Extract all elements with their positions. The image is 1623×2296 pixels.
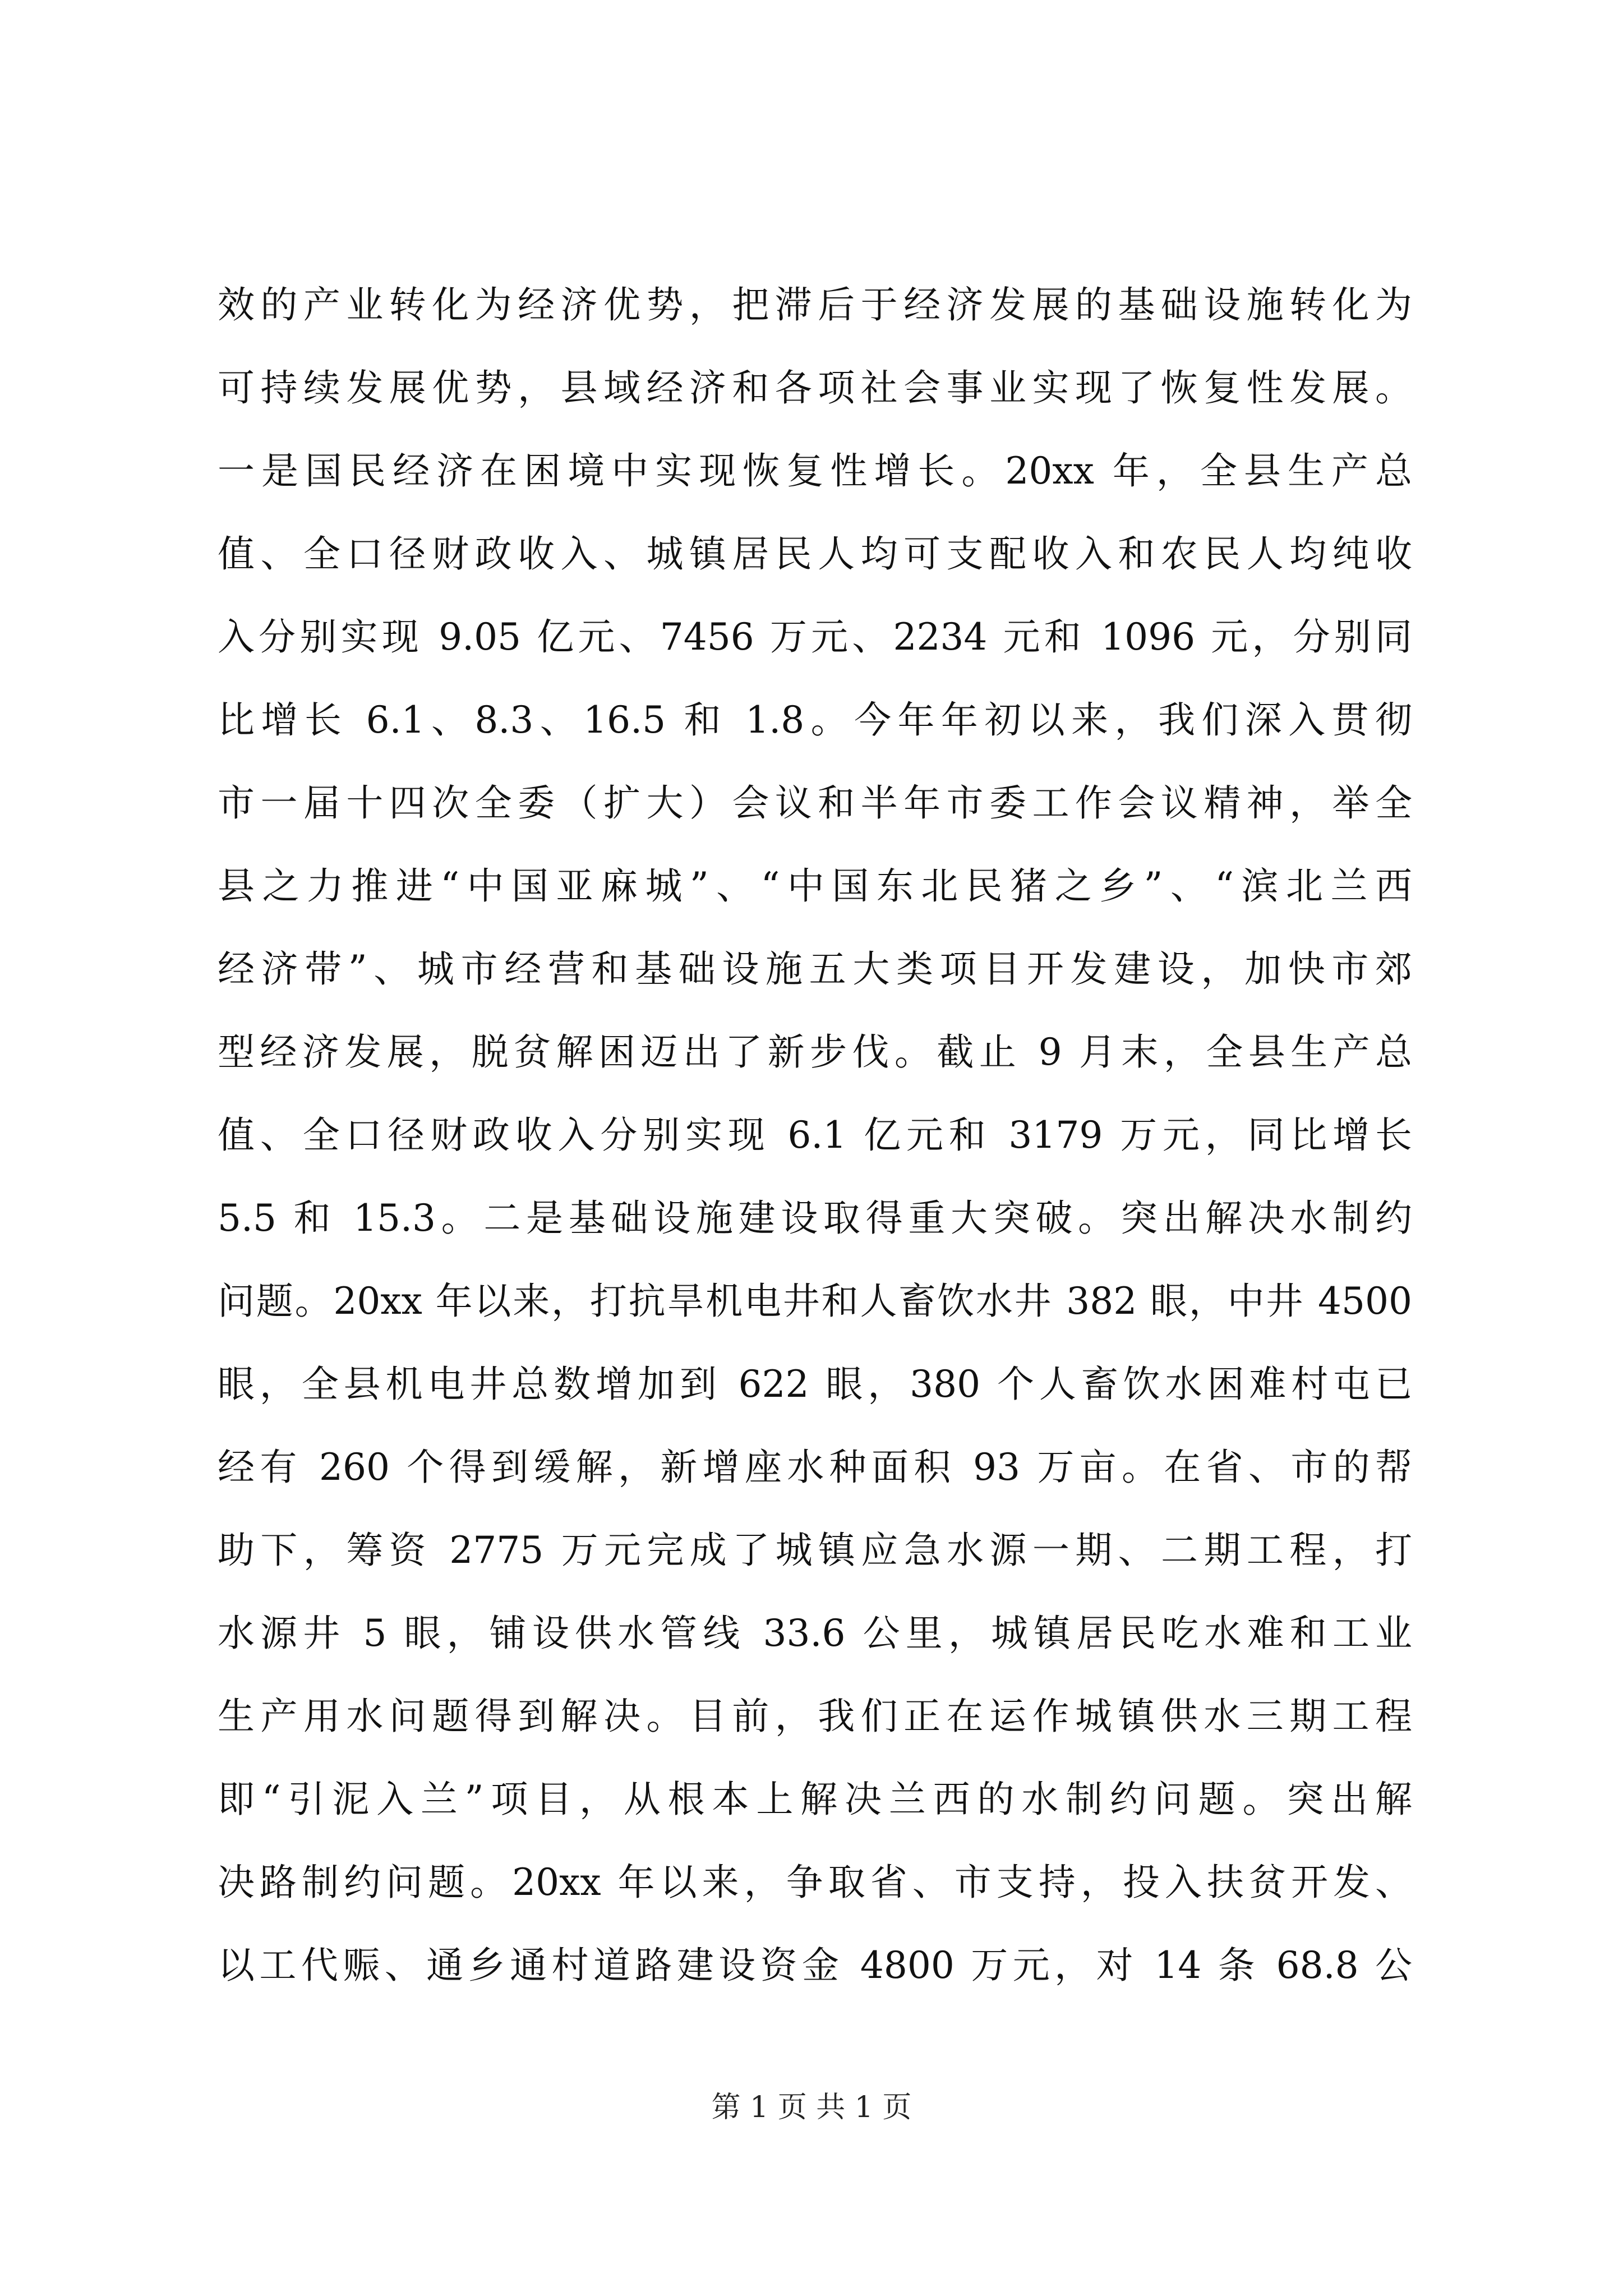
text-line: 5.5 和 15.3。二是基础设施建设取得重大突破。突出解决水制约: [218, 1197, 1412, 1240]
text-line: 市一届十四次全委（扩大）会议和半年市委工作会议精神，举全: [218, 781, 1412, 825]
text-line: 即“引泥入兰”项目，从根本上解决兰西的水制约问题。突出解: [218, 1778, 1412, 1821]
text-line: 效的产业转化为经济优势，把滞后于经济发展的基础设施转化为: [218, 283, 1412, 326]
text-line: 值、全口径财政收入、城镇居民人均可支配收入和农民人均纯收: [218, 532, 1412, 576]
text-line: 经济带”、城市经营和基础设施五大类项目开发建设，加快市郊: [218, 947, 1412, 991]
text-line: 入分别实现 9.05 亿元、7456 万元、2234 元和 1096 元，分别同: [218, 615, 1412, 659]
text-line: 比增长 6.1、8.3、16.5 和 1.8。今年年初以来，我们深入贯彻: [218, 698, 1412, 742]
text-line: 问题。20xx 年以来，打抗旱机电井和人畜饮水井 382 眼，中井 4500: [218, 1280, 1412, 1323]
text-line: 眼，全县机电井总数增加到 622 眼，380 个人畜饮水困难村屯已: [218, 1363, 1412, 1406]
page-footer: [0, 2088, 1623, 2127]
text-line: 县之力推进“中国亚麻城”、“中国东北民猪之乡”、“滨北兰西: [218, 864, 1412, 908]
text-line: 型经济发展，脱贫解困迈出了新步伐。截止 9 月末，全县生产总: [218, 1030, 1412, 1074]
text-line: 水源井 5 眼，铺设供水管线 33.6 公里，城镇居民吃水难和工业: [218, 1612, 1412, 1655]
text-line: 决路制约问题。20xx 年以来，争取省、市支持，投入扶贫开发、: [218, 1861, 1412, 1904]
text-line: 以工代赈、通乡通村道路建设资金 4800 万元，对 14 条 68.8 公: [218, 1944, 1412, 1987]
text-line: 生产用水问题得到解决。目前，我们正在运作城镇供水三期工程: [218, 1695, 1412, 1738]
page-number-label: 第 1 页 共 1 页: [711, 2091, 912, 2124]
text-line: 经有 260 个得到缓解，新增座水种面积 93 万亩。在省、市的帮: [218, 1446, 1412, 1489]
text-line: 值、全口径财政收入分别实现 6.1 亿元和 3179 万元，同比增长: [218, 1114, 1412, 1157]
text-line: 助下，筹资 2775 万元完成了城镇应急水源一期、二期工程，打: [218, 1529, 1412, 1572]
body-paragraph: [218, 264, 1412, 2007]
text-line: 一是国民经济在困境中实现恢复性增长。20xx 年，全县生产总: [218, 449, 1412, 493]
text-line: 可持续发展优势，县域经济和各项社会事业实现了恢复性发展。: [218, 366, 1412, 409]
